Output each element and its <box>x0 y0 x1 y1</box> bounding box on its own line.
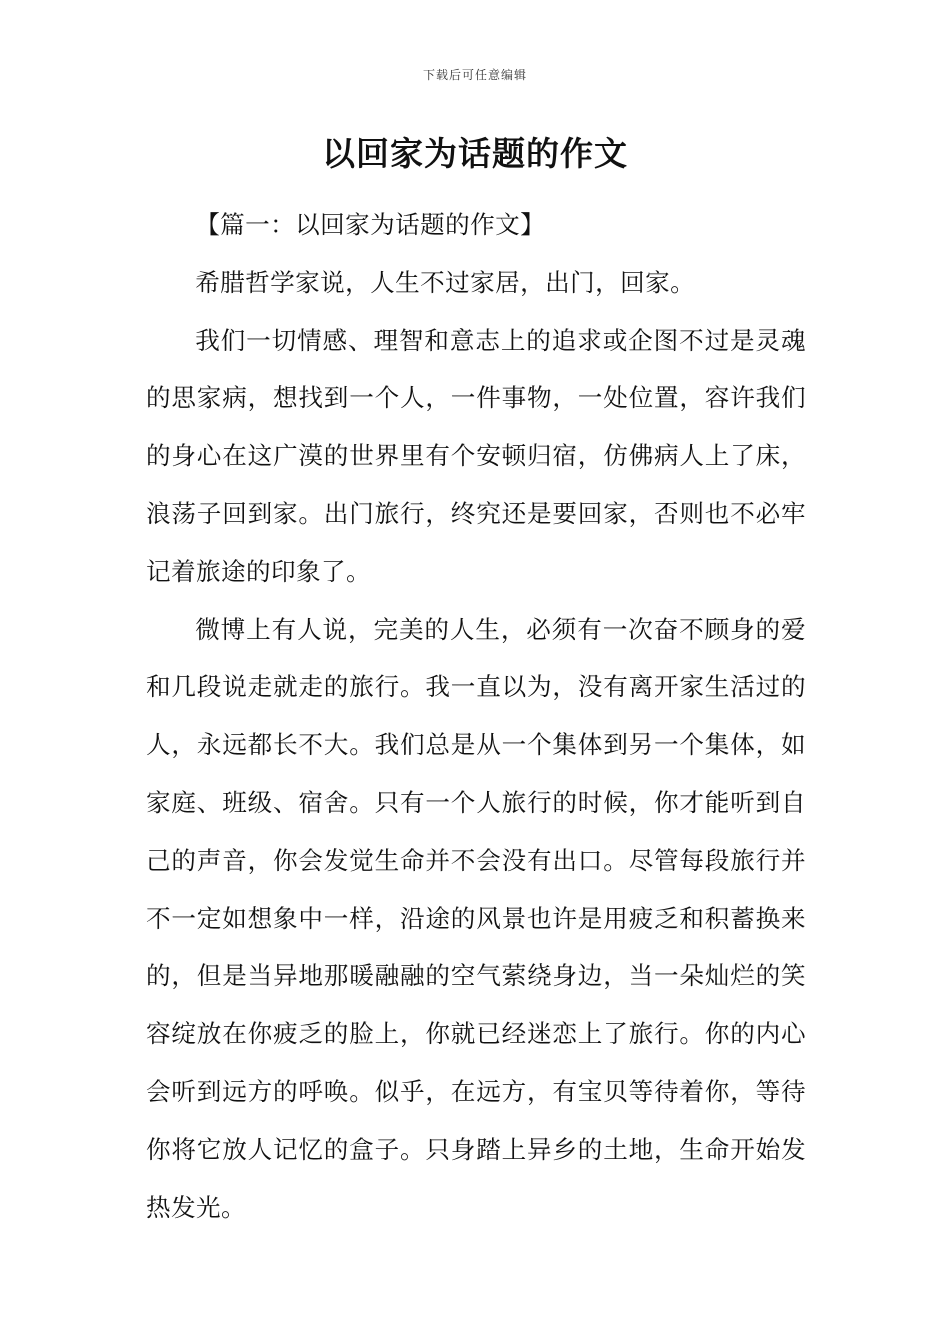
paragraph: 微博上有人说，完美的人生，必须有一次奋不顾身的爱和几段说走就走的旅行。我一直以为，没有离开家生活过的人，永远都长不大。我们总是从一个集体到另一个集体，如家庭、班级、宿舍。只有一个人旅行的时候，你才能听到自己的声音，你会发觉生命并不会没有出口。尽管每段旅行并不一定如想象中一样，沿途的风景也许是用疲乏和积蓄换来的，但是当异地那暖融融的空气萦绕身边，当一朵灿烂的笑容绽放在你疲乏的脸上，你就已经迷恋上了旅行。你的内心会听到远方的呼唤。似乎，在远方，有宝贝等待着你，等待你将它放人记忆的盒子。只身踏上异乡的土地，生命开始发热发光。 <box>146 614 806 1222</box>
paragraph: 希腊哲学家说，人生不过家居，出门，回家。 <box>195 267 696 297</box>
header-note: 下载后可任意编辑 <box>422 68 527 82</box>
document-body <box>146 196 806 1236</box>
paragraph: 我们一切情感、理智和意志上的追求或企图不过是灵魂的思家病，想找到一个人，一件事物，一处位置，容许我们的身心在这广漠的世界里有个安顿归宿，仿佛病人上了床，浪荡子回到家。出门旅行，终究还是要回家，否则也不必牢记着旅途的印象了。 <box>146 325 806 586</box>
document-title: 以回家为话题的作文 <box>322 134 628 173</box>
section-heading: 【篇一：以回家为话题的作文】 <box>195 210 546 239</box>
